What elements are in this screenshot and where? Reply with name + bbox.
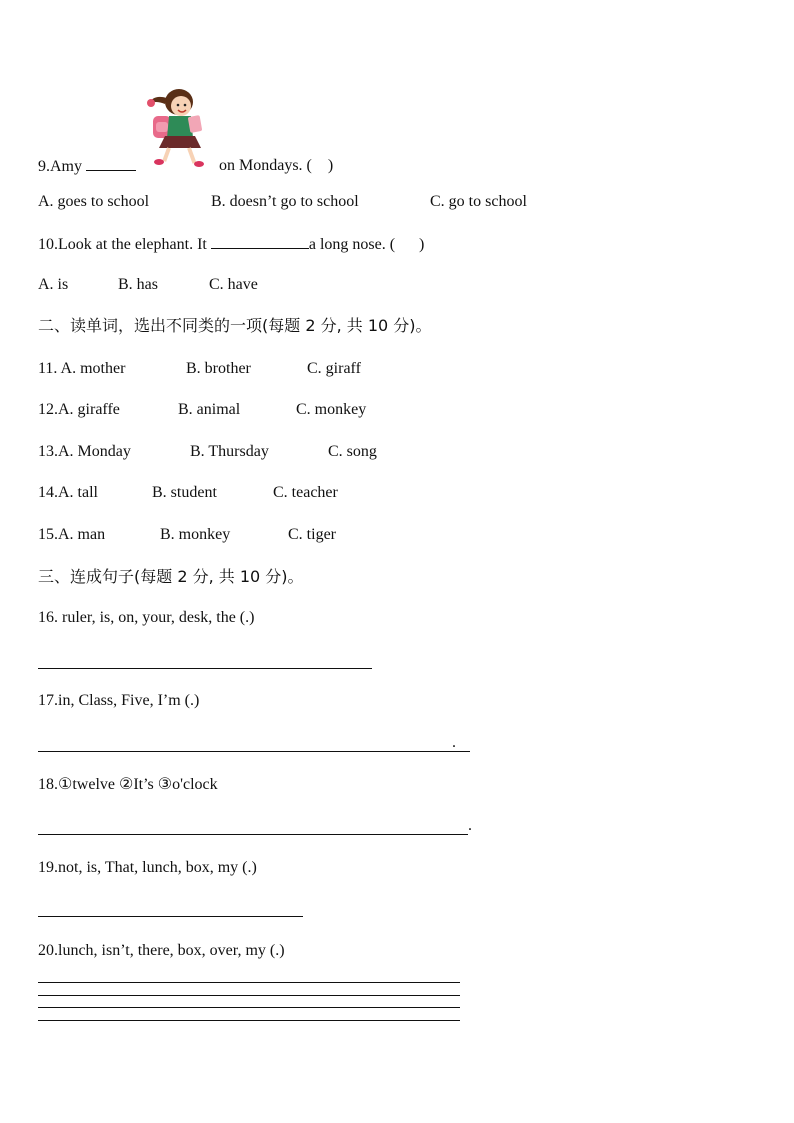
q12-number: 12. [38,401,58,418]
q15-option-c[interactable]: C. tiger [288,526,336,543]
q19-prompt: 19.not, is, That, lunch, box, my (.) [38,859,257,876]
q15-option-a[interactable]: A. man [58,526,106,543]
q13-row [38,442,131,462]
q15-number: 15. [38,526,58,543]
q9-close-paren: ) [327,157,334,174]
q11-option-c[interactable]: C. giraff [307,360,361,377]
q13-number: 13. [38,443,58,460]
q10-suffix: a long nose. ( [308,236,396,253]
q15-row [38,525,105,545]
q18-prompt: 18.①twelve ②It’s ③o'clock [38,776,218,793]
q19-answer-line[interactable] [38,916,303,917]
q17-answer-line[interactable] [38,751,470,752]
q9-option-b[interactable]: B. doesn’t go to school [211,193,359,210]
q9-suffix: on Mondays. ( [219,157,312,174]
q11-option-b[interactable]: B. brother [186,360,251,377]
q12-option-b[interactable]: B. animal [178,401,241,418]
q11-dot: . [53,360,61,377]
q13-option-a[interactable]: A. Monday [58,443,131,460]
q12-option-a[interactable]: A. giraffe [58,401,120,418]
q20-prompt: 20.lunch, isn’t, there, box, over, my (.) [38,942,285,959]
q20-answer-line-2[interactable] [38,995,460,996]
section-2-title: 二、读单词，选出不同类的一项(每题 2 分, 共 10 分)。 [38,316,432,335]
section-3-title: 三、连成句子(每题 2 分, 共 10 分)。 [38,567,304,586]
q14-option-a[interactable]: A. tall [58,484,98,501]
q16-prompt: 16. ruler, is, on, your, desk, the (.) [38,609,255,626]
q14-row [38,483,98,503]
q17-trailing-period: . [452,734,456,751]
q14-option-c[interactable]: C. teacher [273,484,338,501]
q16-answer-line[interactable] [38,668,372,669]
girl-with-backpack-illustration [145,86,207,172]
q9-prefix: 9.Amy [38,158,82,175]
q20-answer-line-3[interactable] [38,1007,460,1008]
q9-suffix-group [219,156,333,176]
q20-answer-line-1[interactable] [38,982,460,983]
q18-answer-line[interactable] [38,834,468,835]
q13-option-b[interactable]: B. Thursday [190,443,269,460]
q17-prompt: 17.in, Class, Five, I’m (.) [38,692,200,709]
question-10 [38,234,424,255]
q9-blank[interactable] [86,156,136,171]
q15-option-b[interactable]: B. monkey [160,526,231,543]
q13-option-c[interactable]: C. song [328,443,377,460]
q18-trailing-period: . [468,817,472,834]
question-9 [38,156,136,177]
q10-blank[interactable] [211,234,309,249]
q10-close-paren: ) [419,236,425,253]
q9-option-c[interactable]: C. go to school [430,193,527,210]
q12-row [38,400,120,420]
q11-number: 11 [38,360,54,377]
q11-row [38,359,125,379]
q10-prefix: 10.Look at the elephant. It [38,236,207,253]
q14-number: 14. [38,484,58,501]
q9-option-a[interactable]: A. goes to school [38,193,150,210]
q10-option-a[interactable]: A. is [38,276,69,293]
q10-option-c[interactable]: C. have [209,276,258,293]
q10-option-b[interactable]: B. has [118,276,158,293]
q20-answer-line-4[interactable] [38,1020,460,1021]
q11-option-a[interactable]: A. mother [60,360,126,377]
q14-option-b[interactable]: B. student [152,484,217,501]
q12-option-c[interactable]: C. monkey [296,401,367,418]
